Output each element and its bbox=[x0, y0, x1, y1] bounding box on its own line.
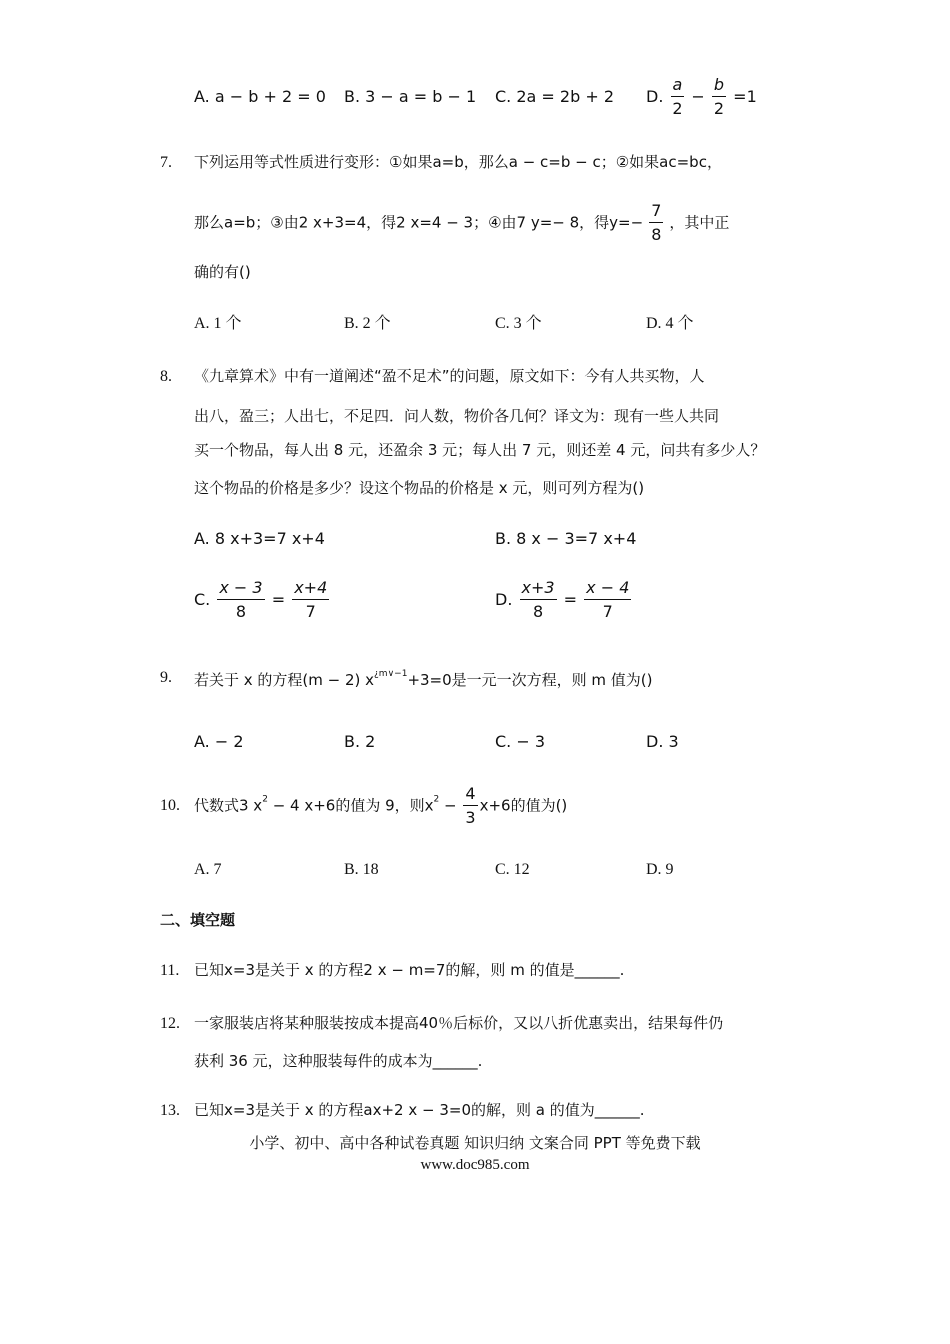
q7-option-b: B. 2 个 bbox=[344, 315, 391, 332]
q8-option-d: D. $\frac{x+3}{8}$ = $\frac{x - 4}{7}$ bbox=[495, 578, 630, 621]
q13-text: 已知x=3是关于 x 的方程ax+2 x − 3=0的解，则 a 的值为______. bbox=[194, 1101, 645, 1119]
q7-option-d: D. 4 个 bbox=[646, 315, 694, 332]
q9-option-a: A. − 2 bbox=[194, 732, 244, 751]
q12-number: 12. bbox=[160, 1015, 180, 1032]
q8-line-1: 《九章算术》中有一道阐述“盈不足术”的问题，原文如下：今有人共买物，人 bbox=[194, 367, 705, 385]
q7-fraction: $\frac{7}{8}$ bbox=[651, 201, 662, 244]
q7-option-a: A. 1 个 bbox=[194, 315, 242, 332]
section-fill-in-title: 二、填空题 bbox=[160, 911, 236, 929]
q6-option-c: C. 2a = 2b + 2 bbox=[495, 87, 614, 106]
q10-option-c: C. 12 bbox=[495, 861, 530, 878]
q8-option-d-fraction-2: $\frac{x - 4}{7}$ bbox=[586, 578, 630, 621]
q10-fraction: $\frac{4}{3}$ bbox=[465, 784, 476, 827]
q10-option-a: A. 7 bbox=[194, 861, 222, 878]
footer-website: www.doc985.com bbox=[420, 1157, 530, 1173]
q9-option-d: D. 3 bbox=[646, 732, 679, 751]
q12-line-2: 获利 36 元，这种服装每件的成本为______. bbox=[194, 1052, 483, 1070]
q8-number: 8. bbox=[160, 368, 172, 385]
q11-number: 11. bbox=[160, 962, 180, 979]
q9-exponent: ¿m∨−1 bbox=[374, 669, 408, 679]
q9-number: 9. bbox=[160, 669, 172, 686]
q8-line-2: 出八，盈三；人出七，不足四．问人数，物价各几何？译文为：现有一些人共同 bbox=[194, 407, 720, 425]
q7-line-2: 那么a=b；③由2 x+3=4，得2 x=4 − 3；④由7 y=− 8，得y=− $\frac{7}{8}$ ，其中正 bbox=[194, 201, 730, 244]
q7-line-3: 确的有() bbox=[194, 263, 251, 281]
q8-option-a: A. 8 x+3=7 x+4 bbox=[194, 529, 325, 548]
q9-option-b: B. 2 bbox=[344, 732, 376, 751]
q7-line-1: 下列运用等式性质进行变形：①如果a=b，那么a − c=b − c；②如果ac=bc， bbox=[194, 153, 722, 171]
q9-text: 若关于 x 的方程(m − 2) $x^{¿m\vee-1}+3=0$是一元一次方程，则 m 值为() bbox=[194, 669, 653, 689]
q6-option-b: B. 3 − a = b − 1 bbox=[344, 87, 477, 106]
q8-option-b: B. 8 x − 3=7 x+4 bbox=[495, 529, 637, 548]
q10-number: 10. bbox=[160, 797, 180, 814]
q12-line-1: 一家服装店将某种服装按成本提高40％后标价，又以八折优惠卖出，结果每件仍 bbox=[194, 1014, 724, 1032]
q7-option-c: C. 3 个 bbox=[495, 315, 542, 332]
q10-option-d: D. 9 bbox=[646, 861, 674, 878]
q10-text: 代数式3 $x^2 - 4$ x+6的值为 9，则$x^2$ − $\frac{4}{3}$ x+6的值为() bbox=[194, 784, 568, 827]
footer-promo-text: 小学、初中、高中各种试卷真题 知识归纳 文案合同 PPT 等免费下载 bbox=[249, 1134, 701, 1152]
q6-option-d: D. $\frac{a}{2}$ − $\frac{b}{2}$ =1 bbox=[646, 75, 757, 118]
q13-number: 13. bbox=[160, 1102, 180, 1119]
q6-option-d-fraction-2: $\frac{b}{2}$ bbox=[713, 75, 725, 118]
q8-line-3: 买一个物品，每人出 8 元，还盈余 3 元；每人出 7 元，则还差 4 元，问共有多少人？ bbox=[194, 441, 766, 459]
q8-option-c-fraction-2: $\frac{x+4}{7}$ bbox=[294, 578, 328, 621]
q8-line-4: 这个物品的价格是多少？设这个物品的价格是 x 元，则可列方程为() bbox=[194, 479, 645, 497]
q8-option-c-fraction-1: $\frac{x - 3}{8}$ bbox=[219, 578, 263, 621]
q6-option-d-fraction-1: $\frac{a}{2}$ bbox=[672, 75, 683, 118]
q10-option-b: B. 18 bbox=[344, 861, 379, 878]
q7-number: 7. bbox=[160, 154, 172, 171]
q8-option-d-fraction-1: $\frac{x+3}{8}$ bbox=[521, 578, 555, 621]
q8-option-c: C. $\frac{x - 3}{8}$ = $\frac{x+4}{7}$ bbox=[194, 578, 328, 621]
q9-option-c: C. − 3 bbox=[495, 732, 546, 751]
q11-text: 已知x=3是关于 x 的方程2 x − m=7的解，则 m 的值是______. bbox=[194, 961, 625, 979]
q6-option-d-label: D. bbox=[646, 87, 664, 106]
q6-option-a: A. a − b + 2 = 0 bbox=[194, 87, 326, 106]
